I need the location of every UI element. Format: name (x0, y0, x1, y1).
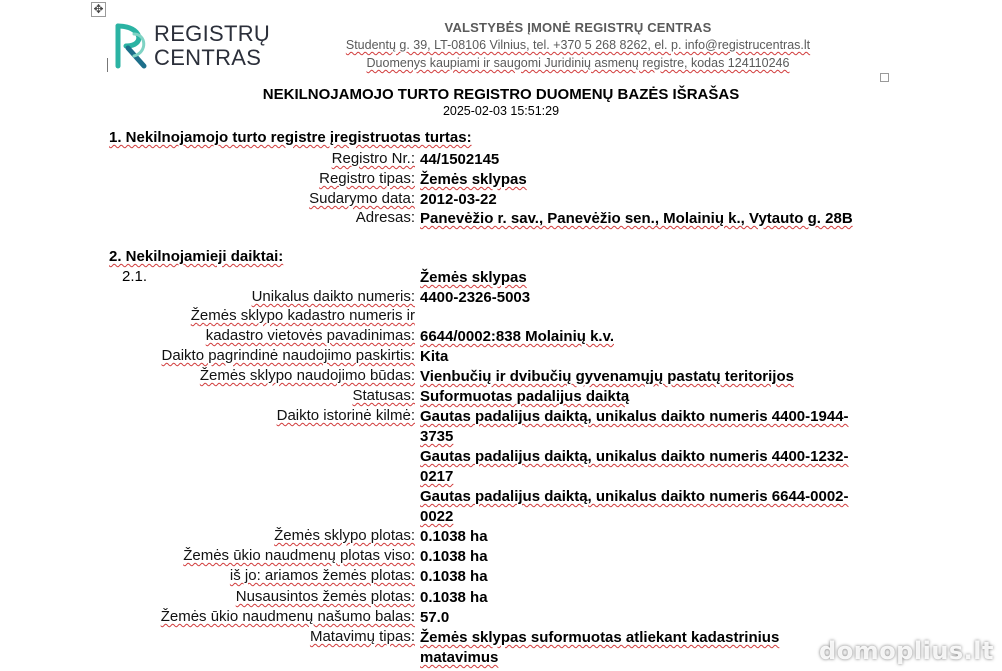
field-label: Sudarymo data: (309, 190, 415, 207)
field-value: Gautas padalijus daiktą, unikalus daikto numeris 4400-1944-3735 (420, 408, 849, 445)
field-value: 2012-03-22 (420, 191, 497, 208)
header-registry-note: Duomenys kaupiami ir saugomi Juridinių asmenų registre, kodas 124110246 (366, 56, 790, 70)
section-1-heading: 1. Nekilnojamojo turto registre įregistruotas turtas: (109, 129, 472, 146)
field-label: Registro Nr.: (331, 150, 415, 167)
logo-line-1: REGISTRŲ (154, 21, 271, 46)
field-label: iš jo: ariamos žemės plotas: (229, 567, 415, 584)
field-value: 0.1038 ha (420, 589, 488, 606)
field-value: Žemės sklypas suformuotas atliekant kadastrinius matavimus (420, 629, 780, 666)
logo-line-2: CENTRAS (154, 45, 262, 70)
field-value: Gautas padalijus daiktą, unikalus daikto numeris 4400-1232-0217 (420, 448, 849, 485)
field-label: Unikalus daikto numeris: (251, 288, 415, 305)
field-label: Statusas: (352, 387, 415, 404)
field-value: Kita (420, 348, 449, 365)
field-label: Žemės sklypo kadastro numeris ir (190, 307, 415, 324)
text-cursor (107, 58, 108, 72)
watermark: domoplius.lt (819, 637, 994, 665)
field-value: 57.0 (420, 609, 450, 626)
field-label: Žemės ūkio naudmenų našumo balas: (160, 608, 415, 625)
item-title: Žemės sklypas (420, 269, 527, 286)
header-organization: VALSTYBĖS ĮMONĖ REGISTRŲ CENTRAS (444, 20, 712, 35)
field-label: Daikto pagrindinė naudojimo paskirtis: (161, 347, 415, 364)
field-value: Gautas padalijus daiktą, unikalus daikto numeris 6644-0002-0022 (420, 488, 849, 525)
field-label: Žemės sklypo naudojimo būdas: (199, 367, 415, 384)
item-number: 2.1. (122, 268, 148, 285)
field-label: Žemės sklypo plotas: (274, 527, 415, 544)
document-date: 2025-02-03 15:51:29 (442, 104, 560, 118)
field-value: 0.1038 ha (420, 548, 488, 565)
field-label: Adresas: (355, 209, 415, 226)
section-2-heading: 2. Nekilnojamieji daiktai: (109, 248, 284, 265)
field-label-continued: kadastro vietovės pavadinimas: (205, 327, 415, 344)
field-label: Registro tipas: (319, 170, 415, 187)
field-value: 6644/0002:838 Molainių k.v. (420, 328, 614, 345)
field-value: 44/1502145 (420, 151, 500, 168)
field-label: Žemės ūkio naudmenų plotas viso: (183, 547, 415, 564)
field-label: Matavimų tipas: (309, 628, 415, 645)
field-label: Nusausintos žemės plotas: (235, 588, 415, 605)
field-value: 0.1038 ha (420, 528, 488, 545)
registru-centras-logo (112, 20, 271, 72)
table-resize-handle[interactable] (880, 73, 889, 82)
field-value: Suformuotas padalijus daiktą (420, 388, 630, 405)
table-move-handle[interactable]: ✥ (91, 2, 106, 17)
field-value: 4400-2326-5003 (420, 289, 531, 306)
field-value: Žemės sklypas (420, 171, 527, 188)
field-value: Vienbučių ir dvibučių gyvenamųjų pastatų teritorijos (420, 368, 794, 385)
header-address: Studentų g. 39, LT-08106 Vilnius, tel. +370 5 268 8262, el. p. info@registrucentras.lt (345, 38, 811, 52)
field-value: Panevėžio r. sav., Panevėžio sen., Molainių k., Vytauto g. 28B (420, 210, 853, 227)
logo-text (154, 22, 270, 70)
document-title: NEKILNOJAMOJO TURTO REGISTRO DUOMENŲ BAZĖS IŠRAŠAS (262, 86, 740, 103)
field-value: 0.1038 ha (420, 568, 488, 585)
field-label: Daikto istorinė kilmė: (276, 407, 415, 424)
logo-mark-icon (112, 20, 152, 72)
